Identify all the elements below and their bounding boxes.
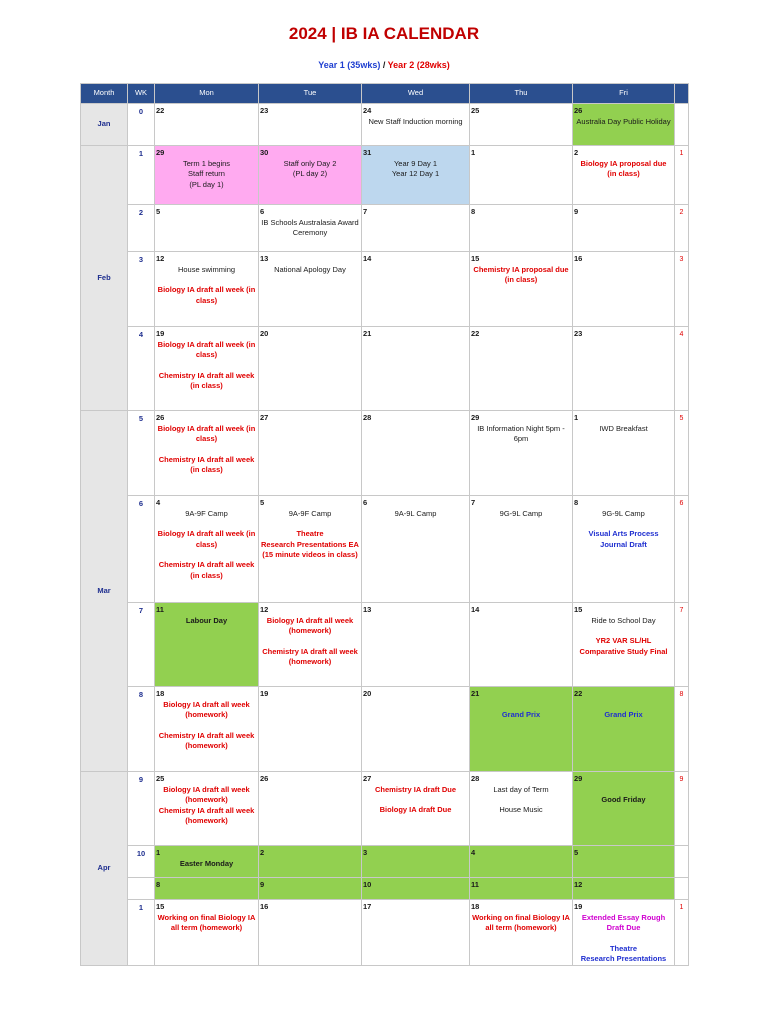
day-cell: [573, 327, 675, 411]
event-text: Chemistry IA draft Due: [375, 784, 456, 794]
page-subtitle: [0, 60, 768, 70]
event-text: 9A-9F Camp: [185, 508, 228, 518]
day-cell: [155, 878, 259, 900]
event-text: Easter Monday: [179, 858, 234, 868]
event-spacer: [470, 795, 572, 805]
day-cell: [573, 687, 675, 772]
event-spacer: [155, 445, 258, 455]
week-number: 1: [128, 146, 155, 205]
event-text: Visual Arts Process Journal Draft: [588, 529, 659, 549]
day-number: 18: [156, 689, 165, 698]
week-row: [81, 411, 689, 496]
day-cell: [362, 687, 470, 772]
day-number: 29: [574, 774, 583, 783]
day-number: 5: [156, 207, 161, 216]
event-text: Biology IA draft Due: [379, 805, 452, 814]
day-number: 4: [156, 498, 161, 507]
day-number: 23: [574, 329, 583, 338]
week-edge-number: 8: [675, 687, 689, 772]
event-text: Last day of Term: [493, 784, 549, 794]
event-text: Research Presentations: [580, 954, 667, 963]
day-number: 7: [363, 207, 368, 216]
day-cell: [259, 327, 362, 411]
day-number: 8: [574, 498, 579, 507]
day-cell: [470, 846, 573, 878]
day-cell: [573, 878, 675, 900]
event-text: Chemistry IA draft all week (homework): [262, 646, 358, 666]
event-text: House swimming: [177, 264, 236, 274]
week-number: 4: [128, 327, 155, 411]
day-cell: [362, 772, 470, 846]
week-number: 2: [128, 205, 155, 252]
day-cell: [259, 411, 362, 496]
day-number: 8: [156, 880, 161, 889]
header-fri: Fri: [573, 84, 675, 104]
day-cell: [155, 772, 259, 846]
header-edge: [675, 84, 689, 104]
day-cell: [470, 411, 573, 496]
event-text: House Music: [499, 805, 543, 814]
event-text: Working on final Biology IA all term (homework): [157, 912, 256, 932]
day-number: 21: [363, 329, 372, 338]
week-edge-number: 2: [675, 205, 689, 252]
event-spacer: [155, 721, 258, 731]
day-number: 1: [574, 413, 579, 422]
event-text: Grand Prix: [604, 709, 643, 719]
day-cell: [573, 846, 675, 878]
event-text: Theatre: [296, 529, 324, 538]
day-cell: [155, 411, 259, 496]
day-cell: [155, 146, 259, 205]
event-spacer: [155, 550, 258, 560]
day-cell: [155, 900, 259, 966]
header-wk: WK: [128, 84, 155, 104]
day-number: 15: [156, 902, 165, 911]
week-row: [81, 687, 689, 772]
day-number: 13: [363, 605, 372, 614]
week-row: [81, 327, 689, 411]
month-label-mar: Mar: [81, 411, 128, 772]
week-edge-number: 7: [675, 603, 689, 687]
event-spacer: [155, 519, 258, 529]
day-number: 25: [156, 774, 165, 783]
week-row: [81, 900, 689, 966]
event-text: Good Friday: [601, 794, 646, 804]
day-cell: [155, 104, 259, 146]
day-cell: [470, 327, 573, 411]
week-edge-number: [675, 846, 689, 878]
event-spacer: [470, 700, 572, 710]
month-label-jan: Jan: [81, 104, 128, 146]
day-cell: [362, 205, 470, 252]
week-row: [81, 496, 689, 603]
event-text: Biology IA draft all week (in class): [157, 339, 256, 359]
day-number: 22: [471, 329, 480, 338]
day-number: 19: [260, 689, 269, 698]
event-text: National Apology Day: [274, 264, 346, 274]
event-text: Term 1 begins: [182, 158, 231, 168]
event-text: Grand Prix: [501, 709, 541, 719]
day-cell: [470, 104, 573, 146]
event-text: Year 12 Day 1: [391, 169, 440, 178]
event-text: IB Information Night 5pm - 6pm: [477, 423, 565, 443]
day-cell: [259, 846, 362, 878]
day-cell: [470, 687, 573, 772]
day-cell: [470, 878, 573, 900]
day-cell: [573, 772, 675, 846]
header-wed: Wed: [362, 84, 470, 104]
week-row: [81, 772, 689, 846]
week-number: 8: [128, 687, 155, 772]
week-edge-number: 4: [675, 327, 689, 411]
day-cell: [155, 205, 259, 252]
day-number: 17: [363, 902, 372, 911]
day-cell: [155, 327, 259, 411]
month-label-feb: Feb: [81, 146, 128, 411]
day-cell: [259, 900, 362, 966]
day-number: 4: [471, 848, 476, 857]
event-text: Year 9 Day 1: [393, 158, 438, 168]
event-spacer: [573, 519, 674, 529]
event-spacer: [573, 700, 674, 710]
event-text: Extended Essay Rough Draft Due: [581, 912, 666, 932]
day-number: 6: [260, 207, 265, 216]
week-number: 1: [128, 900, 155, 966]
day-number: 27: [363, 774, 372, 783]
day-number: 29: [156, 148, 165, 157]
event-text: Theatre: [609, 943, 638, 953]
day-number: 22: [156, 106, 165, 115]
week-row: [81, 252, 689, 327]
day-number: 20: [260, 329, 269, 338]
event-text: 9A-9F Camp: [288, 508, 332, 518]
day-number: 15: [574, 605, 583, 614]
day-cell: [155, 252, 259, 327]
day-cell: [362, 327, 470, 411]
day-cell: [259, 205, 362, 252]
week-edge-number: [675, 104, 689, 146]
day-number: 3: [363, 848, 368, 857]
day-number: 5: [260, 498, 265, 507]
day-cell: [470, 205, 573, 252]
day-cell: [259, 146, 362, 205]
event-text: Biology IA draft all week (in class): [157, 285, 256, 305]
event-text: Staff only Day 2: [283, 158, 337, 168]
event-spacer: [155, 275, 258, 285]
day-cell: [470, 900, 573, 966]
calendar-table: [80, 83, 689, 966]
event-text: Chemistry IA draft all week (homework): [158, 805, 255, 825]
day-cell: [470, 146, 573, 205]
week-edge-number: 9: [675, 772, 689, 846]
day-number: 13: [260, 254, 269, 263]
day-cell: [259, 104, 362, 146]
day-number: 23: [260, 106, 269, 115]
week-number: 5: [128, 411, 155, 496]
day-cell: [259, 252, 362, 327]
day-cell: [470, 772, 573, 846]
event-text: Biology IA draft all week (homework): [163, 784, 250, 804]
day-cell: [573, 252, 675, 327]
day-number: 7: [471, 498, 476, 507]
event-text: Australia Day Public Holiday: [576, 116, 671, 126]
event-spacer: [259, 637, 361, 647]
event-text: Chemistry IA draft all week (homework): [158, 730, 255, 750]
day-cell: [362, 603, 470, 687]
day-cell: [470, 603, 573, 687]
day-number: 8: [471, 207, 476, 216]
week-edge-number: 5: [675, 411, 689, 496]
page-title: 2024 | IB IA CALENDAR: [288, 24, 480, 43]
day-cell: [259, 878, 362, 900]
day-number: 10: [363, 880, 372, 889]
year1-label: Year 1 (35wks): [318, 60, 381, 70]
event-spacer: [573, 626, 674, 636]
day-number: 14: [471, 605, 480, 614]
day-number: 6: [363, 498, 368, 507]
day-cell: [573, 104, 675, 146]
month-label-apr: Apr: [81, 772, 128, 966]
event-text: Staff return: [188, 169, 225, 178]
day-cell: [573, 900, 675, 966]
event-text: Chemistry IA proposal due (in class): [473, 264, 569, 284]
event-text: Ride to School Day: [591, 615, 656, 625]
day-cell: [362, 846, 470, 878]
day-cell: [362, 146, 470, 205]
header-thu: Thu: [470, 84, 573, 104]
event-text: Biology IA draft all week (in class): [157, 423, 256, 443]
event-text: 9A-9L Camp: [394, 508, 437, 518]
header-tue: Tue: [259, 84, 362, 104]
day-number: 21: [471, 689, 480, 698]
day-number: 2: [260, 848, 265, 857]
day-cell: [573, 411, 675, 496]
week-row: [81, 146, 689, 205]
day-number: 28: [471, 774, 480, 783]
week-row: [81, 878, 689, 900]
day-number: 30: [260, 148, 269, 157]
day-number: 22: [574, 689, 583, 698]
day-cell: [573, 496, 675, 603]
day-cell: [155, 603, 259, 687]
event-text: New Staff Induction morning: [368, 116, 463, 126]
event-text: Biology IA proposal due (in class): [580, 158, 667, 178]
day-number: 14: [363, 254, 372, 263]
event-text: 9G-9L Camp: [602, 508, 645, 518]
day-number: 28: [363, 413, 372, 422]
week-edge-number: 6: [675, 496, 689, 603]
day-cell: [362, 496, 470, 603]
day-cell: [573, 205, 675, 252]
day-number: 25: [471, 106, 480, 115]
day-number: 31: [363, 148, 372, 157]
week-row: [81, 104, 689, 146]
week-number: 7: [128, 603, 155, 687]
week-edge-number: 1: [675, 146, 689, 205]
day-number: 9: [574, 207, 579, 216]
day-number: 27: [260, 413, 269, 422]
week-row: [81, 846, 689, 878]
day-number: 26: [260, 774, 269, 783]
event-text: YR2 VAR SL/HL Comparative Study Final: [579, 636, 668, 656]
event-text: IWD Breakfast: [599, 423, 648, 433]
event-text: (PL day 1): [189, 179, 224, 189]
day-number: 15: [471, 254, 480, 263]
day-number: 29: [471, 413, 480, 422]
day-number: 1: [156, 848, 161, 857]
day-number: 12: [156, 254, 165, 263]
event-text: Chemistry IA draft all week (in class): [158, 370, 255, 390]
day-cell: [155, 687, 259, 772]
day-number: 26: [574, 106, 583, 115]
day-cell: [155, 846, 259, 878]
day-number: 2: [574, 148, 579, 157]
event-text: Labour Day: [185, 615, 228, 625]
day-cell: [259, 496, 362, 603]
day-cell: [259, 687, 362, 772]
day-cell: [573, 146, 675, 205]
week-number: 10: [128, 846, 155, 878]
header-month: Month: [81, 84, 128, 104]
day-number: 11: [471, 880, 479, 889]
event-text: Biology IA draft all week (in class): [157, 529, 256, 549]
day-cell: [470, 252, 573, 327]
week-number: [128, 878, 155, 900]
week-number: 6: [128, 496, 155, 603]
day-number: 11: [156, 605, 164, 614]
week-row: [81, 205, 689, 252]
day-number: 19: [156, 329, 165, 338]
week-number: 9: [128, 772, 155, 846]
event-spacer: [573, 934, 674, 944]
day-number: 18: [471, 902, 480, 911]
header-mon: Mon: [155, 84, 259, 104]
event-spacer: [155, 361, 258, 371]
week-number: 3: [128, 252, 155, 327]
day-number: 1: [471, 148, 476, 157]
day-cell: [362, 252, 470, 327]
day-number: 24: [363, 106, 372, 115]
day-number: 19: [574, 902, 583, 911]
day-number: 26: [156, 413, 165, 422]
day-cell: [362, 104, 470, 146]
week-edge-number: 1: [675, 900, 689, 966]
event-spacer: [362, 795, 469, 805]
event-text: Biology IA draft all week (homework): [163, 699, 250, 719]
year2-label: Year 2 (28wks): [387, 60, 450, 70]
event-text: Chemistry IA draft all week (in class): [158, 454, 255, 474]
day-number: 16: [260, 902, 269, 911]
event-spacer: [573, 785, 674, 795]
day-cell: [155, 496, 259, 603]
event-text: 9G-9L Camp: [499, 508, 543, 518]
event-text: Working on final Biology IA all term (homework): [472, 912, 570, 932]
week-number: 0: [128, 104, 155, 146]
event-text: Research Presentations EA (15 minute videos in class): [261, 539, 359, 559]
header-row: [81, 84, 689, 104]
day-cell: [259, 603, 362, 687]
day-number: 9: [260, 880, 265, 889]
event-text: Biology IA draft all week (homework): [266, 615, 354, 635]
day-number: 16: [574, 254, 583, 263]
day-number: 20: [363, 689, 372, 698]
event-spacer: [259, 519, 361, 529]
event-text: Chemistry IA draft all week (in class): [158, 560, 255, 580]
week-row: [81, 603, 689, 687]
event-text: (PL day 2): [292, 169, 328, 178]
day-cell: [362, 411, 470, 496]
day-cell: [573, 603, 675, 687]
week-edge-number: 3: [675, 252, 689, 327]
day-number: 12: [260, 605, 269, 614]
day-cell: [259, 772, 362, 846]
day-cell: [362, 878, 470, 900]
day-number: 12: [574, 880, 583, 889]
day-cell: [470, 496, 573, 603]
day-cell: [362, 900, 470, 966]
event-text: IB Schools Australasia Award Ceremony: [261, 217, 359, 237]
subtitle-separator: /: [380, 60, 388, 70]
week-edge-number: [675, 878, 689, 900]
day-number: 5: [574, 848, 579, 857]
